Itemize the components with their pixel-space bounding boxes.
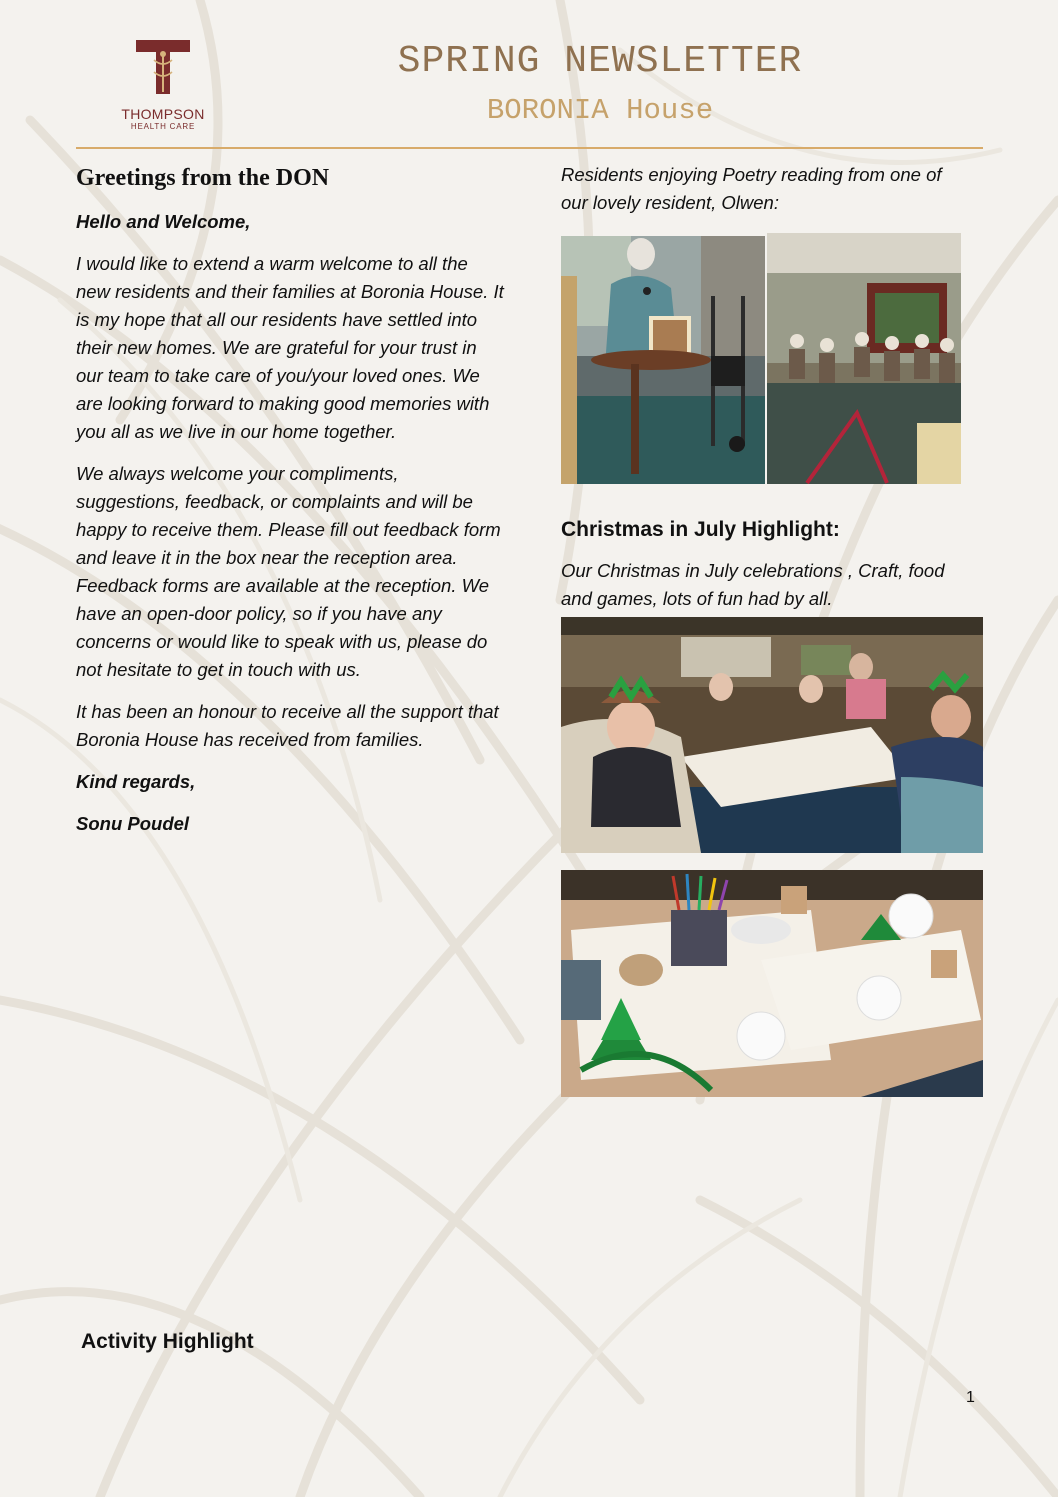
greeting: Hello and Welcome, <box>76 211 251 232</box>
feedback-paragraph: We always welcome your compliments, suggestions, feedback, or complaints and will be happy to receive them. Please fill out feedback form and leave it in the box near the reception area. Feedback forms are available at the reception. We have an open-door policy, so if you have any concerns or would like to speak with us, please do not hesitate to get in touch with us. <box>76 463 501 680</box>
poetry-photo-resident <box>561 236 765 484</box>
poetry-photo-audience <box>767 233 961 484</box>
thompson-logo <box>114 38 212 134</box>
christmas-photo-crafts <box>561 870 983 1097</box>
newsletter-subtitle: BORONIA House <box>486 94 714 127</box>
christmas-photo-group <box>561 617 983 853</box>
newsletter-title: SPRING NEWSLETTER <box>397 40 803 83</box>
logo-name: THOMPSON <box>121 106 205 122</box>
page-number: 1 <box>966 1389 975 1406</box>
header-divider <box>76 147 983 149</box>
logo-subtitle: HEALTH CARE <box>130 122 196 131</box>
christmas-heading: Christmas in July Highlight: <box>561 518 840 541</box>
signoff: Kind regards, <box>76 771 196 792</box>
welcome-paragraph: I would like to extend a warm welcome to all the new residents and their families at Boronia House. It is my hope that all our residents have settled into their new homes. We are grateful for your trust in our team to take care of you/your loved ones. We are looking forward to making good memories with you all as we live in our home together. <box>76 253 504 442</box>
don-greetings-section <box>76 160 506 852</box>
signature: Sonu Poudel <box>76 813 190 834</box>
activity-highlight-heading: Activity Highlight <box>81 1330 254 1353</box>
don-heading: Greetings from the DON <box>76 165 330 191</box>
caduceus-t-logo-icon <box>134 38 192 98</box>
poetry-caption: Residents enjoying Poetry reading from one of our lovely resident, Olwen: <box>561 164 942 213</box>
support-paragraph: It has been an honour to receive all the support that Boronia House has received from families. <box>76 701 499 750</box>
christmas-caption: Our Christmas in July celebrations , Craft, food and games, lots of fun had by all. <box>561 560 945 609</box>
